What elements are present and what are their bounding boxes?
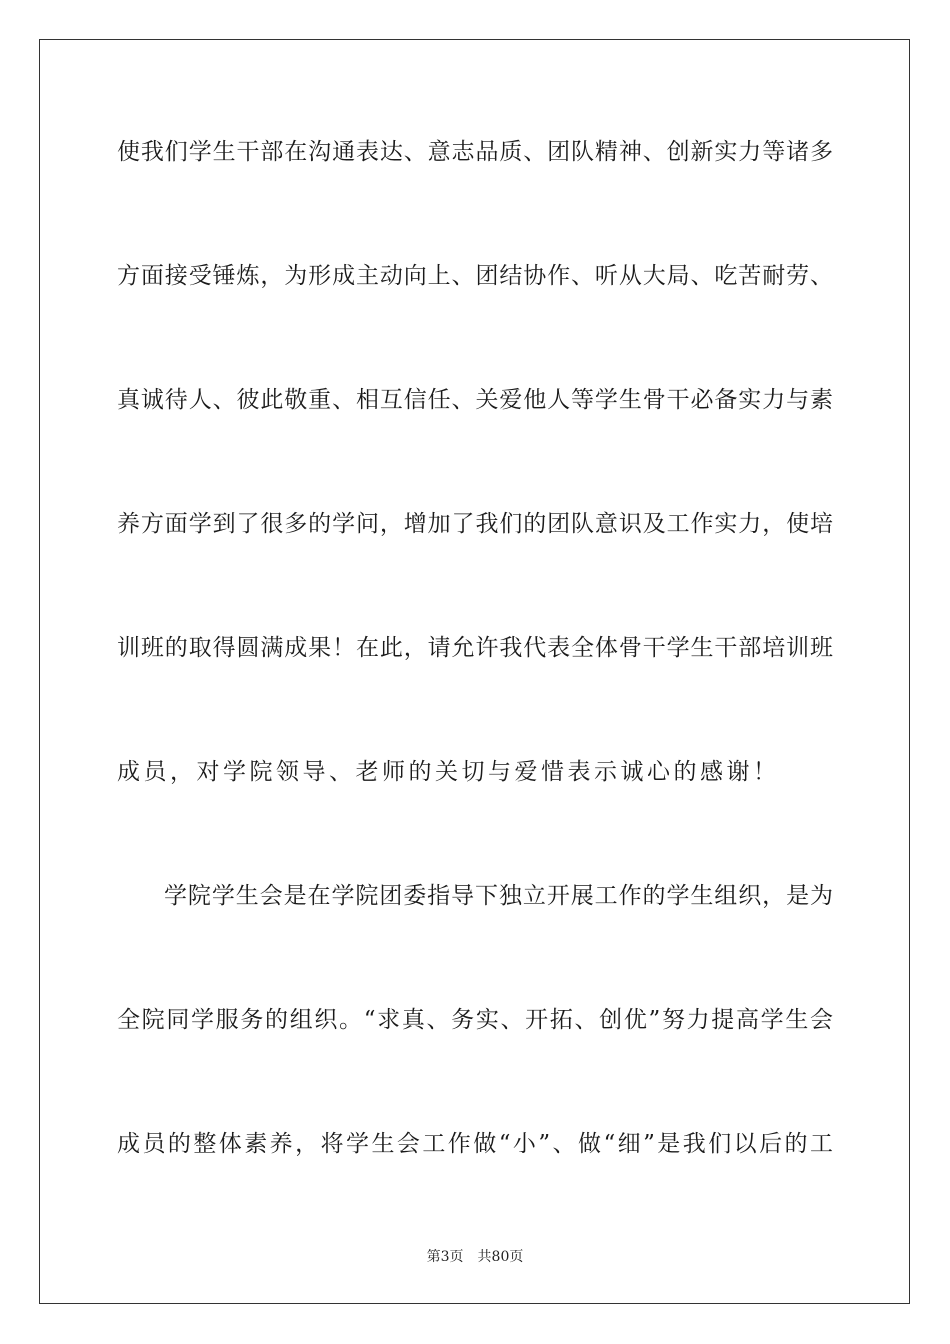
- paragraph-first-line: 学院学生会是在学院团委指导下独立开展工作的学生组织，是为: [164, 883, 833, 909]
- text-line: 使我们学生干部在沟通表达、意志品质、团队精神、创新实力等诸多: [117, 139, 833, 165]
- page-border: [39, 39, 910, 1304]
- text-line: 真诚待人、彼此敬重、相互信任、关爱他人等学生骨干必备实力与素: [117, 387, 833, 413]
- page-number: 第3页: [426, 1249, 464, 1265]
- text-line: 成员，对学院领导、老师的关切与爱惜表示诚心的感谢！: [117, 759, 780, 785]
- text-line: 成员的整体素养，将学生会工作做“小”、做“细”是我们以后的工: [117, 1131, 833, 1157]
- text-line: 方面接受锤炼，为形成主动向上、团结协作、听从大局、吃苦耐劳、: [117, 263, 833, 289]
- page-footer: [0, 1248, 950, 1266]
- text-line: 养方面学到了很多的学问，增加了我们的团队意识及工作实力，使培: [117, 511, 833, 537]
- text-line: 全院同学服务的组织。“求真、务实、开拓、创优”努力提高学生会: [117, 1007, 833, 1033]
- text-line: 训班的取得圆满成果！在此，请允许我代表全体骨干学生干部培训班: [117, 635, 833, 661]
- page-total: 共80页: [477, 1249, 524, 1265]
